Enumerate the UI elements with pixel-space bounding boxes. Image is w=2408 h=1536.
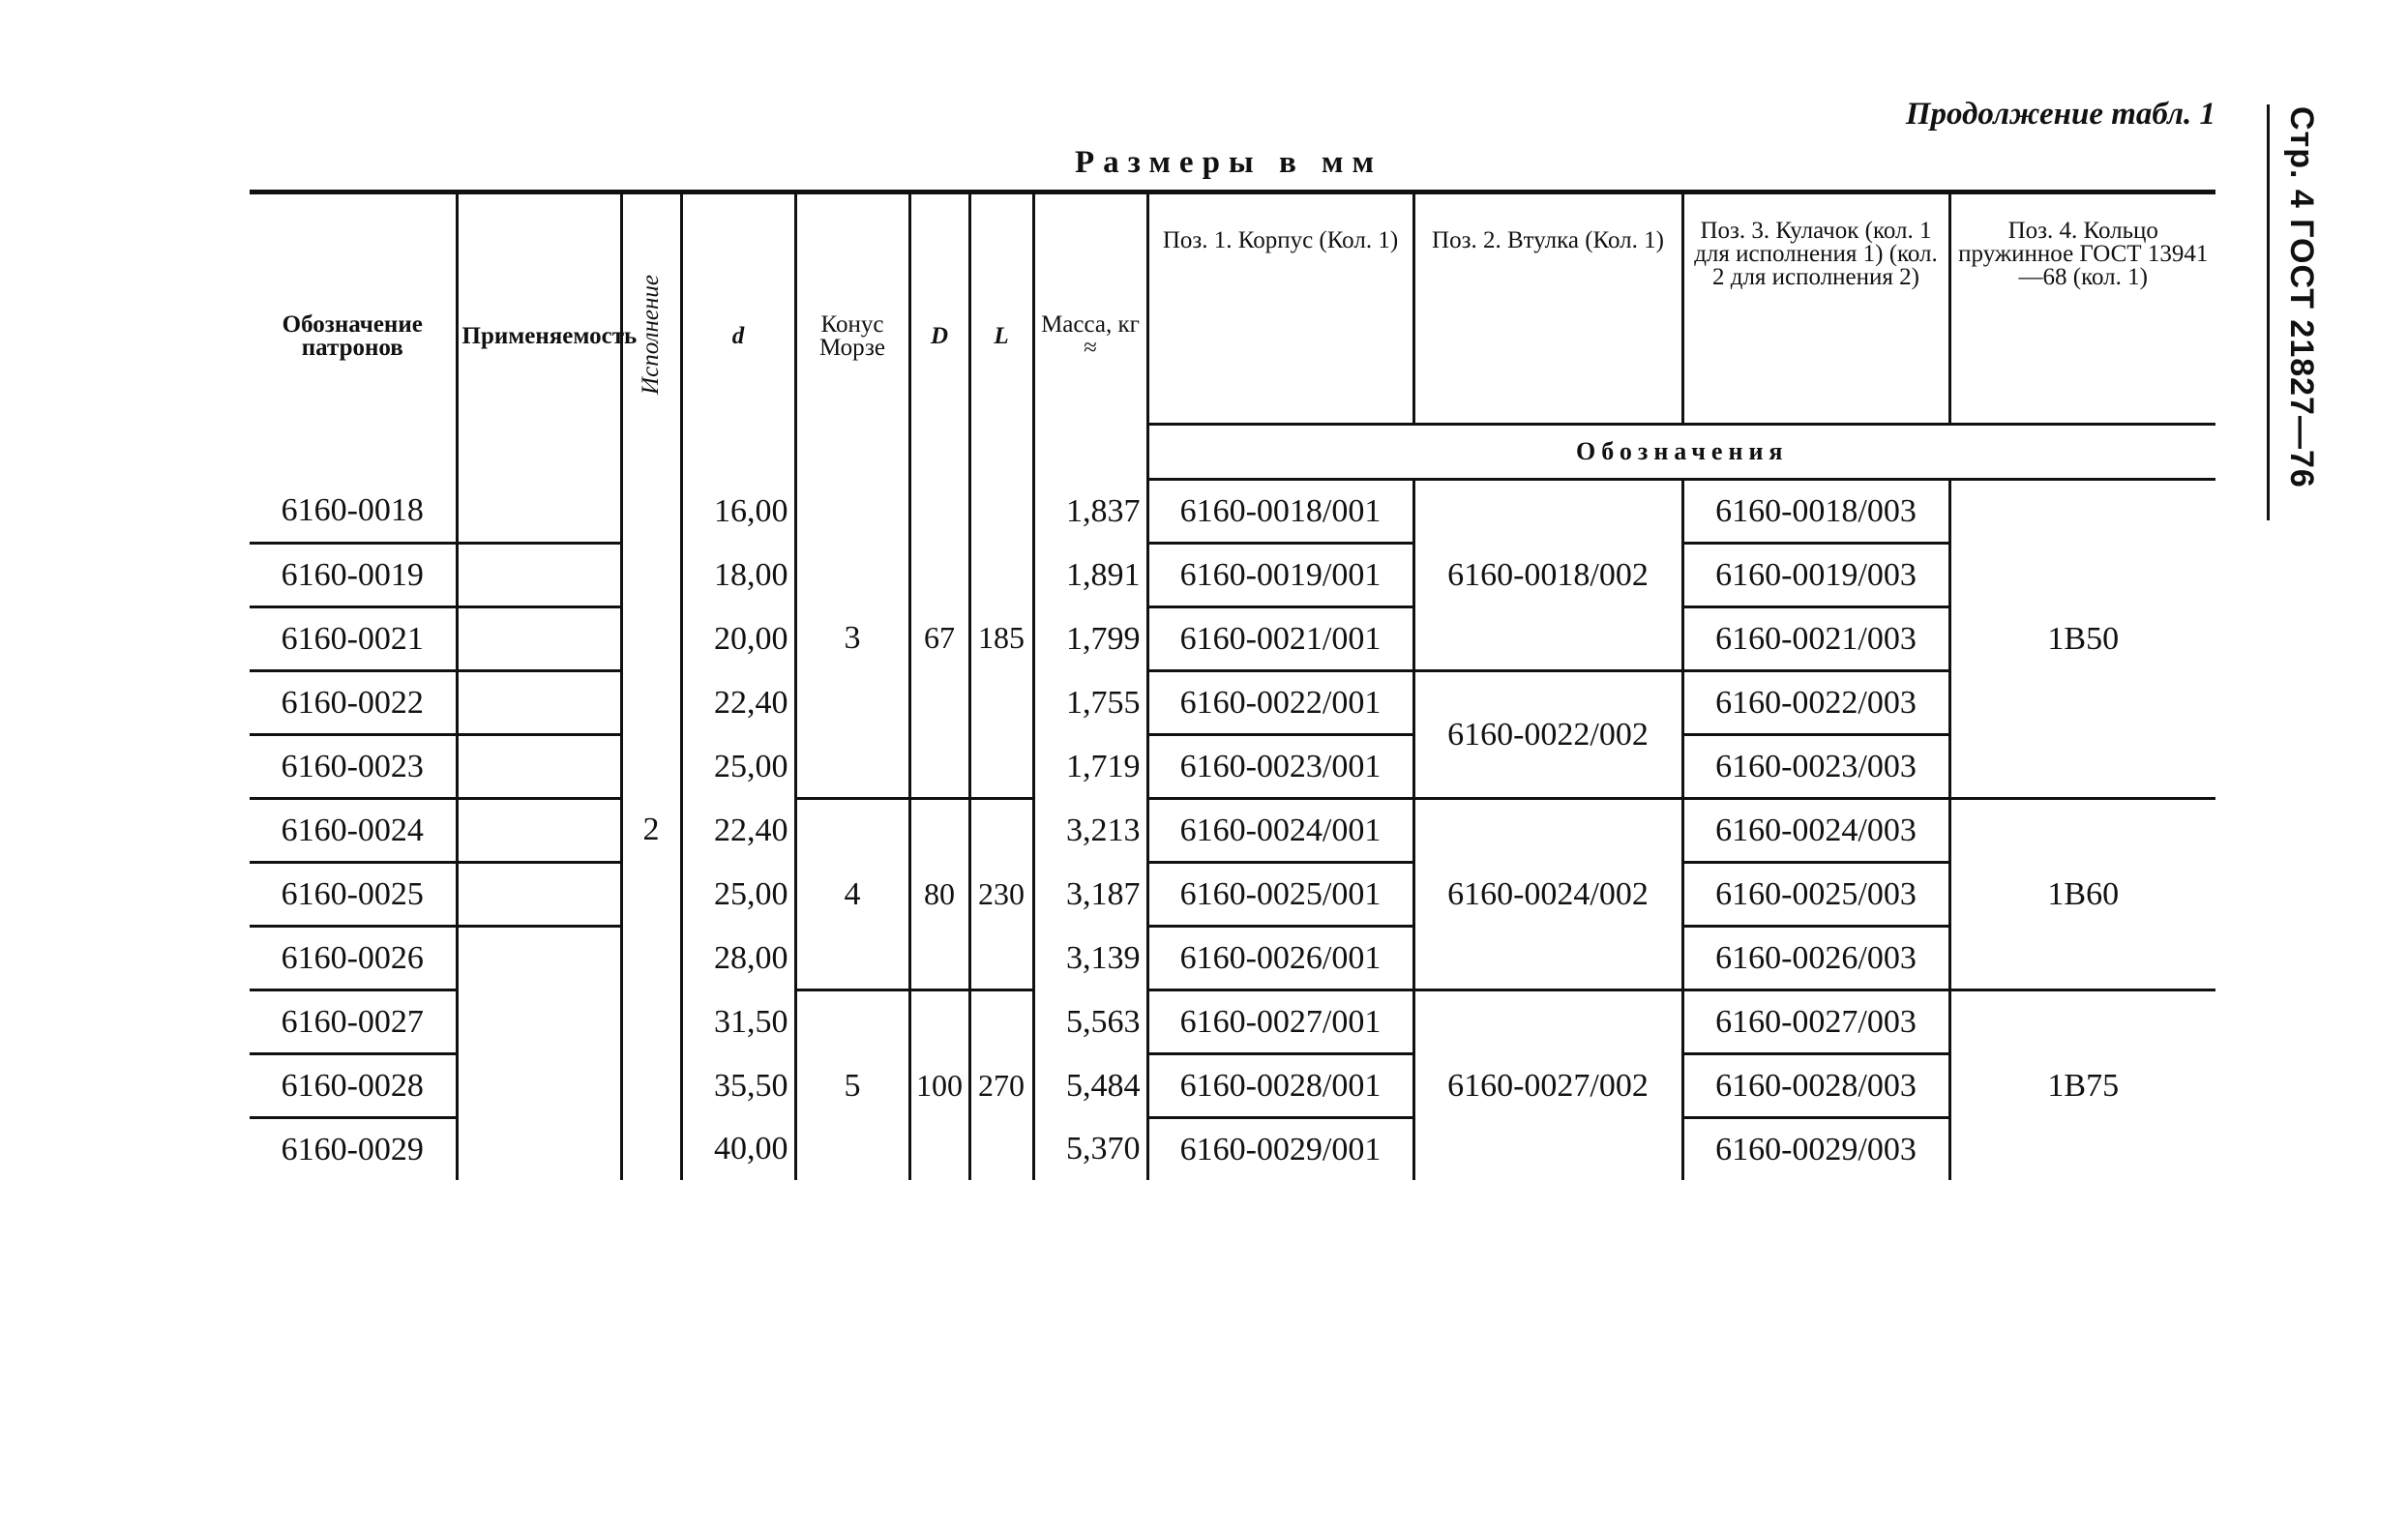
continuation-label: Продолжение табл. 1	[1905, 97, 2215, 132]
mass-cell: 5,370	[1033, 1118, 1147, 1181]
applicability-cell	[457, 480, 621, 544]
header-applicability: Применяемость	[457, 192, 621, 480]
designation-cell: 6160-0018	[250, 480, 457, 544]
pos1-cell: 6160-0018/001	[1147, 480, 1413, 544]
header-pos4: Поз. 4. Кольцо пружинное ГОСТ 13941—68 (кол. 1)	[1949, 192, 2215, 425]
d-cell: 31,50	[681, 990, 795, 1054]
designation-cell: 6160-0024	[250, 799, 457, 863]
d-cell: 16,00	[681, 480, 795, 544]
pos3-cell: 6160-0018/003	[1682, 480, 1949, 544]
mass-cell: 1,719	[1033, 735, 1147, 799]
header-pos2: Поз. 2. Втулка (Кол. 1)	[1413, 192, 1682, 425]
d-cell: 35,50	[681, 1054, 795, 1118]
D-cell: 67	[909, 480, 969, 799]
morse-cell: 4	[795, 799, 909, 990]
pos3-cell: 6160-0026/003	[1682, 927, 1949, 990]
designation-cell: 6160-0022	[250, 671, 457, 735]
pos4-cell: 1В50	[1949, 480, 2215, 799]
pos1-cell: 6160-0019/001	[1147, 544, 1413, 607]
header-pos1: Поз. 1. Корпус (Кол. 1)	[1147, 192, 1413, 425]
designation-cell: 6160-0025	[250, 863, 457, 927]
mass-cell: 1,799	[1033, 607, 1147, 671]
header-D: D	[909, 192, 969, 480]
pos1-cell: 6160-0023/001	[1147, 735, 1413, 799]
pos4-cell: 1В60	[1949, 799, 2215, 990]
d-cell: 25,00	[681, 735, 795, 799]
pos1-cell: 6160-0028/001	[1147, 1054, 1413, 1118]
mass-cell: 3,213	[1033, 799, 1147, 863]
applicability-cell	[457, 1118, 621, 1181]
applicability-cell	[457, 1054, 621, 1118]
designation-cell: 6160-0019	[250, 544, 457, 607]
header-variant-text: Исполнение	[638, 274, 664, 395]
L-cell: 230	[969, 799, 1033, 990]
L-cell: 185	[969, 480, 1033, 799]
pos3-cell: 6160-0022/003	[1682, 671, 1949, 735]
mass-cell: 3,139	[1033, 927, 1147, 990]
pos2-cell: 6160-0018/002	[1413, 480, 1682, 671]
pos2-cell: 6160-0027/002	[1413, 990, 1682, 1181]
header-L: L	[969, 192, 1033, 480]
designation-cell: 6160-0027	[250, 990, 457, 1054]
d-cell: 40,00	[681, 1118, 795, 1181]
d-cell: 18,00	[681, 544, 795, 607]
morse-cell: 3	[795, 480, 909, 799]
mass-cell: 5,563	[1033, 990, 1147, 1054]
pos2-cell: 6160-0024/002	[1413, 799, 1682, 990]
designation-cell: 6160-0023	[250, 735, 457, 799]
pos1-cell: 6160-0026/001	[1147, 927, 1413, 990]
d-cell: 22,40	[681, 671, 795, 735]
pos1-cell: 6160-0021/001	[1147, 607, 1413, 671]
header-morse: Конус Морзе	[795, 192, 909, 480]
pos3-cell: 6160-0023/003	[1682, 735, 1949, 799]
pos2-cell: 6160-0022/002	[1413, 671, 1682, 799]
designation-cell: 6160-0021	[250, 607, 457, 671]
mass-cell: 1,837	[1033, 480, 1147, 544]
morse-cell: 5	[795, 990, 909, 1181]
d-cell: 22,40	[681, 799, 795, 863]
header-designations: Обозначения	[1147, 425, 2215, 480]
mass-cell: 1,755	[1033, 671, 1147, 735]
header-d: d	[681, 192, 795, 480]
applicability-cell	[457, 607, 621, 671]
D-cell: 100	[909, 990, 969, 1181]
mass-cell: 3,187	[1033, 863, 1147, 927]
pos3-cell: 6160-0029/003	[1682, 1118, 1949, 1181]
d-cell: 25,00	[681, 863, 795, 927]
header-designation: Обозначение патронов	[282, 311, 423, 362]
d-cell: 28,00	[681, 927, 795, 990]
pos1-cell: 6160-0025/001	[1147, 863, 1413, 927]
variant-cell: 2	[621, 480, 681, 1181]
pos3-cell: 6160-0028/003	[1682, 1054, 1949, 1118]
pos3-cell: 6160-0019/003	[1682, 544, 1949, 607]
page-standard-label: Стр. 4 ГОСТ 21827—76	[2283, 106, 2320, 488]
header-mass: Масса, кг ≈	[1033, 192, 1147, 480]
applicability-cell	[457, 544, 621, 607]
pos3-cell: 6160-0027/003	[1682, 990, 1949, 1054]
pos3-cell: 6160-0021/003	[1682, 607, 1949, 671]
mass-cell: 1,891	[1033, 544, 1147, 607]
pos3-cell: 6160-0025/003	[1682, 863, 1949, 927]
header-pos3: Поз. 3. Кулачок (кол. 1 для исполнения 1) (кол. 2 для исполнения 2)	[1682, 192, 1949, 425]
applicability-cell	[457, 671, 621, 735]
designation-cell: 6160-0028	[250, 1054, 457, 1118]
pos1-cell: 6160-0022/001	[1147, 671, 1413, 735]
dimensions-caption: Размеры в мм	[1075, 145, 1382, 180]
mass-cell: 5,484	[1033, 1054, 1147, 1118]
pos1-cell: 6160-0027/001	[1147, 990, 1413, 1054]
applicability-cell	[457, 863, 621, 927]
specification-table	[250, 190, 2215, 1180]
pos3-cell: 6160-0024/003	[1682, 799, 1949, 863]
applicability-cell	[457, 799, 621, 863]
side-rule	[2267, 104, 2270, 520]
D-cell: 80	[909, 799, 969, 990]
designation-cell: 6160-0029	[281, 1131, 424, 1167]
applicability-cell	[457, 927, 621, 990]
applicability-cell	[457, 990, 621, 1054]
pos1-cell: 6160-0024/001	[1147, 799, 1413, 863]
L-cell: 270	[969, 990, 1033, 1181]
pos1-cell: 6160-0029/001	[1147, 1118, 1413, 1181]
designation-cell: 6160-0026	[250, 927, 457, 990]
applicability-cell	[457, 735, 621, 799]
d-cell: 20,00	[681, 607, 795, 671]
pos4-cell: 1В75	[1949, 990, 2215, 1181]
